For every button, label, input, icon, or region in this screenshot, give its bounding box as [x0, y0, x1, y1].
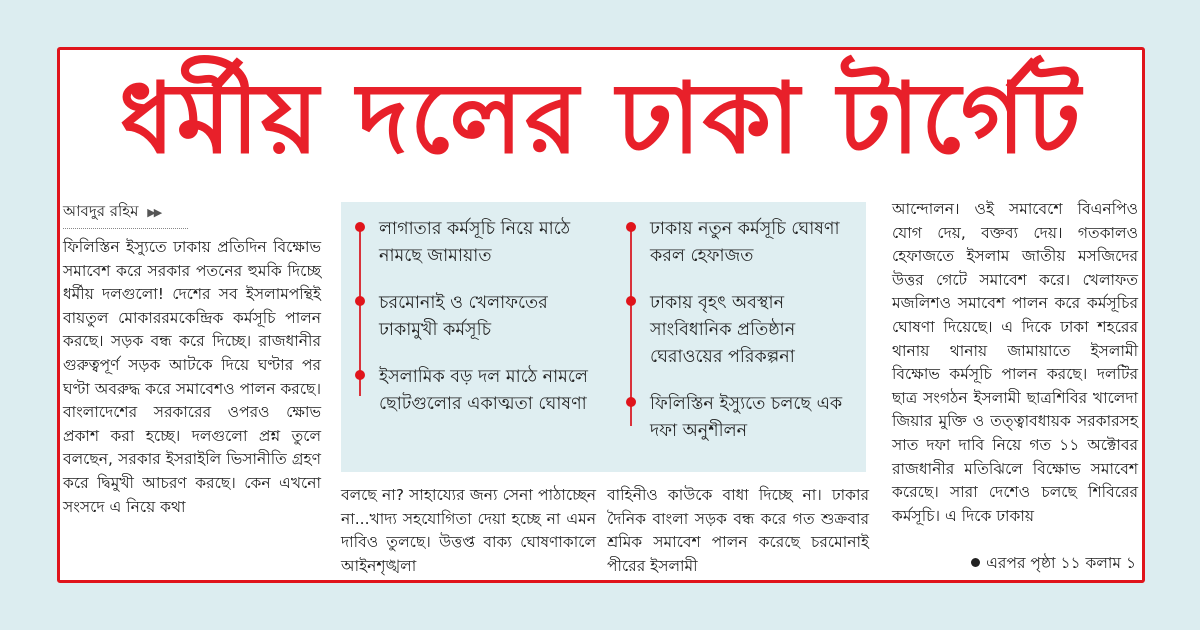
- bullet-dot-icon: [355, 296, 365, 306]
- article-column-middle-b: [607, 484, 869, 578]
- author-name: আবদুর রহিম: [63, 202, 139, 220]
- bullet-dot-icon: [626, 397, 636, 407]
- bullet-dot-icon: [355, 370, 365, 380]
- highlight-text: ঢাকায় নতুন কর্মসূচি ঘোষণা করল হেফাজত: [650, 219, 840, 266]
- highlights-box: [341, 202, 866, 472]
- continued-text: এরপর পৃষ্ঠা ১১ কলাম ১: [986, 554, 1136, 572]
- headline: ধর্মীয় দলের ঢাকা টার্গেট: [119, 62, 1083, 176]
- newspaper-clipping: [57, 47, 1145, 583]
- article-text: আন্দোলন। ওই সমাবেশে বিএনপিও যোগ দেয়, বক্তব্য দেয়। গতকালও হেফাজতে ইসলাম জাতীয় মসজিদের উত্তর গেটে সমাবেশ করে। খেলাফত মজলিশও সমাবেশ পালন করে কর্মসূচির ঘোষণা দিয়েছে। এ দিকে ঢাকা শহরের থানায় থানায় জামায়াতে ইসলামী বিক্ষোভ কর্মসূচি পালন করছে। দলটির ছাত্র সংগঠন ইসলামী ছাত্রশিবির খালেদা জিয়ার মুক্তি ও তত্ত্বাবধায়ক সরকারসহ সাত দফা দাবি নিয়ে গত ১১ অক্টোবর রাজধানীর মতিঝিলে বিক্ষোভ সমাবেশ করেছে। সারা দেশেও চলছে শিবিরের কর্মসূচি। এ দিকে ঢাকায়: [892, 200, 1138, 525]
- article-text: ফিলিস্তিন ইস্যুতে ঢাকায় প্রতিদিন বিক্ষোভ সমাবেশ করে সরকার পতনের হুমকি দিচ্ছে ধর্মীয় দলগুলো! দেশের সব ইসলামপন্থিই বায়তুল মোকাররমকেন্দ্রিক কর্মসূচি পালন করছে। সড়ক বন্ধ করে দিচ্ছে। রাজধানীর গুরুত্বপূর্ণ সড়ক আটকে দিয়ে ঘণ্টার পর ঘণ্টা অবরুদ্ধ করে সমাবেশও পালন করছে। বাংলাদেশের সরকারের ওপরও ক্ষোভ প্রকাশ করা হচ্ছে। দলগুলো প্রশ্ন তুলে বলছেন, সরকার ইসরাইলি ভিসানীতি গ্রহণ করে দ্বিমুখী আচরণ করছে। কেন এখনো সংসদে এ নিয়ে কথা: [63, 238, 321, 516]
- article-column-left: [63, 236, 321, 519]
- bullet-dot-icon: [626, 296, 636, 306]
- double-arrow-icon: ▶▶: [147, 206, 161, 219]
- highlight-text: ঢাকায় বৃহৎ অবস্থান সাংবিধানিক প্রতিষ্ঠান ঘেরাওয়ের পরিকল্পনা: [650, 293, 796, 367]
- highlights-right: [626, 216, 866, 465]
- byline: [63, 200, 188, 229]
- highlight-text: ফিলিস্তিন ইস্যুতে চলছে এক দফা অনুশীলন: [650, 394, 843, 441]
- highlight-item: [355, 290, 595, 344]
- article-text: বাহিনীও কাউকে বাধা দিচ্ছে না। ঢাকার দৈনিক বাংলা সড়ক বন্ধ করে গত শুক্রবার শ্রমিক সমাবেশ পালন করেছে চরমোনাই পীরের ইসলামী: [607, 486, 869, 575]
- bullet-dot-icon: [971, 558, 980, 567]
- bullet-dot-icon: [626, 222, 636, 232]
- highlights-left: [355, 216, 595, 438]
- highlight-text: চরমোনাই ও খেলাফতের ঢাকামুখী কর্মসূচি: [379, 293, 548, 340]
- highlight-item: [626, 290, 866, 371]
- bullet-dot-icon: [355, 222, 365, 232]
- highlight-item: [355, 364, 595, 418]
- article-text: বলছে না? সাহায্যের জন্য সেনা পাঠাচ্ছেন না...খাদ্য সহযোগিতা দেয়া হচ্ছে না এমন দাবিও তুলছে। উত্তপ্ত বাক্য ঘোষণাকালে আইনশৃঙ্খলা: [341, 486, 596, 575]
- highlight-item: [626, 391, 866, 445]
- highlight-item: [626, 216, 866, 270]
- highlight-text: লাগাতার কর্মসূচি নিয়ে মাঠে নামছে জামায়াত: [379, 219, 571, 266]
- highlight-text: ইসলামিক বড় দল মাঠে নামলে ছোটগুলোর একাত্মতা ঘোষণা: [379, 367, 588, 414]
- highlight-item: [355, 216, 595, 270]
- article-column-right: [892, 198, 1138, 528]
- continued-on-page: [971, 552, 1136, 574]
- article-column-middle-a: [341, 484, 596, 578]
